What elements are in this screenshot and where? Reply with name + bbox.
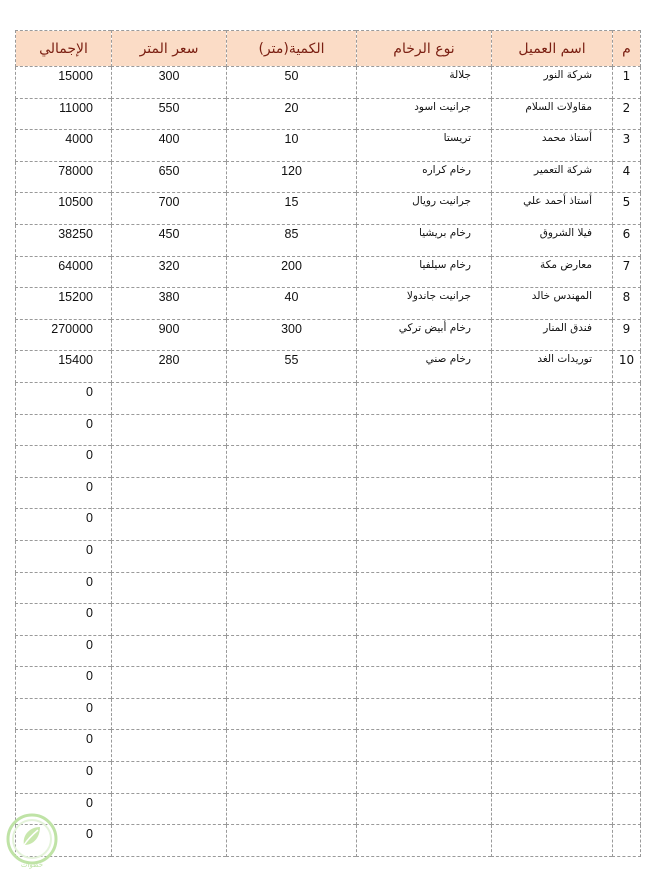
cell-total[interactable]: 10500 xyxy=(16,193,112,225)
cell-quantity[interactable] xyxy=(227,414,357,446)
cell-price[interactable]: 280 xyxy=(112,351,227,383)
table-row xyxy=(16,604,641,636)
cell-total[interactable]: 0 xyxy=(16,635,112,667)
cell-total[interactable]: 0 xyxy=(16,572,112,604)
cell-index[interactable] xyxy=(613,635,641,667)
cell-client-name[interactable] xyxy=(492,762,613,794)
cell-marble-type[interactable]: جرانيت رويال xyxy=(357,193,492,225)
cell-client-name[interactable] xyxy=(492,635,613,667)
cell-price[interactable] xyxy=(112,825,227,857)
table-row xyxy=(16,351,641,383)
cell-marble-type[interactable] xyxy=(357,572,492,604)
cell-total[interactable]: 0 xyxy=(16,604,112,636)
cell-index[interactable] xyxy=(613,825,641,857)
header-quantity[interactable]: الكمية(متر) xyxy=(227,31,357,67)
cell-client-name[interactable]: المهندس خالد xyxy=(492,288,613,320)
cell-marble-type[interactable]: جلالة xyxy=(357,67,492,99)
table-row xyxy=(16,762,641,794)
cell-total[interactable]: 38250 xyxy=(16,224,112,256)
cell-price[interactable] xyxy=(112,698,227,730)
cell-quantity[interactable] xyxy=(227,509,357,541)
cell-total[interactable]: 15200 xyxy=(16,288,112,320)
cell-total[interactable]: 11000 xyxy=(16,98,112,130)
cell-total[interactable]: 0 xyxy=(16,698,112,730)
cell-index[interactable] xyxy=(613,604,641,636)
table-row xyxy=(16,540,641,572)
cell-total[interactable]: 0 xyxy=(16,762,112,794)
cell-index[interactable]: 1 xyxy=(613,67,641,99)
cell-price[interactable] xyxy=(112,509,227,541)
cell-client-name[interactable] xyxy=(492,698,613,730)
cell-index[interactable] xyxy=(613,540,641,572)
cell-total[interactable]: 0 xyxy=(16,667,112,699)
table-row xyxy=(16,319,641,351)
cell-client-name[interactable] xyxy=(492,509,613,541)
cell-marble-type[interactable] xyxy=(357,509,492,541)
cell-quantity[interactable] xyxy=(227,793,357,825)
table-row xyxy=(16,793,641,825)
table-body xyxy=(16,67,641,857)
table-row xyxy=(16,825,641,857)
cell-quantity[interactable] xyxy=(227,477,357,509)
cell-price[interactable] xyxy=(112,762,227,794)
cell-price[interactable] xyxy=(112,446,227,478)
cell-client-name[interactable]: أستاذ محمد xyxy=(492,130,613,162)
cell-client-name[interactable] xyxy=(492,414,613,446)
cell-quantity[interactable] xyxy=(227,604,357,636)
cell-quantity[interactable]: 120 xyxy=(227,161,357,193)
cell-price[interactable]: 380 xyxy=(112,288,227,320)
cell-marble-type[interactable] xyxy=(357,477,492,509)
cell-total[interactable]: 0 xyxy=(16,793,112,825)
cell-index[interactable] xyxy=(613,730,641,762)
cell-price[interactable]: 650 xyxy=(112,161,227,193)
cell-marble-type[interactable] xyxy=(357,793,492,825)
cell-marble-type[interactable] xyxy=(357,667,492,699)
cell-marble-type[interactable] xyxy=(357,698,492,730)
table-row xyxy=(16,256,641,288)
cell-price[interactable] xyxy=(112,414,227,446)
cell-price[interactable]: 400 xyxy=(112,130,227,162)
table-row xyxy=(16,414,641,446)
header-client-name[interactable]: اسم العميل xyxy=(492,31,613,67)
cell-index[interactable] xyxy=(613,446,641,478)
header-price-per-meter[interactable]: سعر المتر xyxy=(112,31,227,67)
header-row xyxy=(16,31,641,67)
cell-client-name[interactable] xyxy=(492,730,613,762)
cell-total[interactable]: 0 xyxy=(16,540,112,572)
cell-quantity[interactable]: 40 xyxy=(227,288,357,320)
cell-price[interactable] xyxy=(112,635,227,667)
logo-caption: خطوات xyxy=(20,861,44,869)
cell-total[interactable]: 0 xyxy=(16,825,112,857)
table-row xyxy=(16,161,641,193)
cell-client-name[interactable]: مقاولات السلام xyxy=(492,98,613,130)
cell-quantity[interactable]: 20 xyxy=(227,98,357,130)
cell-client-name[interactable] xyxy=(492,825,613,857)
cell-price[interactable] xyxy=(112,793,227,825)
header-index[interactable]: م xyxy=(613,31,641,67)
cell-quantity[interactable] xyxy=(227,446,357,478)
cell-total[interactable]: 0 xyxy=(16,730,112,762)
cell-index[interactable] xyxy=(613,509,641,541)
cell-client-name[interactable] xyxy=(492,382,613,414)
cell-quantity[interactable] xyxy=(227,730,357,762)
cell-index[interactable]: 4 xyxy=(613,161,641,193)
cell-client-name[interactable]: معارض مكة xyxy=(492,256,613,288)
cell-marble-type[interactable]: رخام بريشيا xyxy=(357,224,492,256)
cell-marble-type[interactable] xyxy=(357,382,492,414)
table-row xyxy=(16,288,641,320)
cell-marble-type[interactable]: رخام صني xyxy=(357,351,492,383)
cell-price[interactable] xyxy=(112,540,227,572)
table-row xyxy=(16,698,641,730)
cell-quantity[interactable]: 300 xyxy=(227,319,357,351)
cell-marble-type[interactable] xyxy=(357,414,492,446)
table-row xyxy=(16,667,641,699)
cell-quantity[interactable]: 200 xyxy=(227,256,357,288)
cell-price[interactable]: 300 xyxy=(112,67,227,99)
cell-total[interactable]: 0 xyxy=(16,382,112,414)
cell-client-name[interactable]: أستاذ أحمد علي xyxy=(492,193,613,225)
cell-client-name[interactable] xyxy=(492,667,613,699)
table-row xyxy=(16,572,641,604)
table-row xyxy=(16,67,641,99)
table-row xyxy=(16,477,641,509)
cell-total[interactable]: 4000 xyxy=(16,130,112,162)
cell-total[interactable]: 64000 xyxy=(16,256,112,288)
cell-quantity[interactable]: 50 xyxy=(227,67,357,99)
cell-index[interactable]: 7 xyxy=(613,256,641,288)
cell-index[interactable] xyxy=(613,572,641,604)
cell-marble-type[interactable] xyxy=(357,540,492,572)
cell-client-name[interactable] xyxy=(492,604,613,636)
cell-marble-type[interactable]: جرانيت اسود xyxy=(357,98,492,130)
cell-total[interactable]: 270000 xyxy=(16,319,112,351)
cell-quantity[interactable] xyxy=(227,540,357,572)
cell-total[interactable]: 0 xyxy=(16,509,112,541)
cell-total[interactable]: 15000 xyxy=(16,67,112,99)
cell-total[interactable]: 15400 xyxy=(16,351,112,383)
cell-price[interactable]: 900 xyxy=(112,319,227,351)
cell-client-name[interactable]: شركة التعمير xyxy=(492,161,613,193)
cell-index[interactable]: 9 xyxy=(613,319,641,351)
cell-index[interactable]: 8 xyxy=(613,288,641,320)
cell-marble-type[interactable] xyxy=(357,604,492,636)
cell-client-name[interactable]: فندق المنار xyxy=(492,319,613,351)
watermark-logo xyxy=(2,811,62,871)
cell-quantity[interactable]: 55 xyxy=(227,351,357,383)
cell-index[interactable] xyxy=(613,762,641,794)
cell-quantity[interactable] xyxy=(227,762,357,794)
table-row xyxy=(16,193,641,225)
cell-quantity[interactable] xyxy=(227,382,357,414)
cell-index[interactable] xyxy=(613,667,641,699)
table-row xyxy=(16,130,641,162)
cell-index[interactable]: 3 xyxy=(613,130,641,162)
cell-price[interactable] xyxy=(112,572,227,604)
table-row xyxy=(16,635,641,667)
cell-price[interactable] xyxy=(112,477,227,509)
cell-client-name[interactable]: فيلا الشروق xyxy=(492,224,613,256)
cell-index[interactable] xyxy=(613,382,641,414)
table-row xyxy=(16,446,641,478)
cell-marble-type[interactable]: جرانيت جاندولا xyxy=(357,288,492,320)
cell-price[interactable]: 320 xyxy=(112,256,227,288)
header-total[interactable]: الإجمالي xyxy=(16,31,112,67)
cell-index[interactable] xyxy=(613,414,641,446)
cell-index[interactable] xyxy=(613,477,641,509)
cell-price[interactable] xyxy=(112,730,227,762)
table-row xyxy=(16,224,641,256)
cell-marble-type[interactable] xyxy=(357,446,492,478)
table-row xyxy=(16,509,641,541)
cell-marble-type[interactable]: رخام أبيض تركي xyxy=(357,319,492,351)
cell-quantity[interactable]: 85 xyxy=(227,224,357,256)
cell-quantity[interactable] xyxy=(227,698,357,730)
cell-quantity[interactable] xyxy=(227,635,357,667)
cell-client-name[interactable] xyxy=(492,477,613,509)
marble-sales-table xyxy=(15,30,641,857)
cell-quantity[interactable]: 15 xyxy=(227,193,357,225)
cell-quantity[interactable] xyxy=(227,667,357,699)
cell-marble-type[interactable] xyxy=(357,825,492,857)
cell-price[interactable] xyxy=(112,604,227,636)
cell-price[interactable]: 550 xyxy=(112,98,227,130)
cell-client-name[interactable] xyxy=(492,793,613,825)
cell-index[interactable] xyxy=(613,698,641,730)
table-row xyxy=(16,730,641,762)
cell-quantity[interactable] xyxy=(227,572,357,604)
cell-price[interactable]: 450 xyxy=(112,224,227,256)
cell-marble-type[interactable]: رخام سيلفيا xyxy=(357,256,492,288)
table-row xyxy=(16,98,641,130)
cell-index[interactable]: 5 xyxy=(613,193,641,225)
cell-client-name[interactable]: شركة النور xyxy=(492,67,613,99)
cell-marble-type[interactable] xyxy=(357,635,492,667)
cell-client-name[interactable] xyxy=(492,540,613,572)
cell-total[interactable]: 0 xyxy=(16,414,112,446)
cell-quantity[interactable]: 10 xyxy=(227,130,357,162)
cell-total[interactable]: 0 xyxy=(16,446,112,478)
cell-marble-type[interactable] xyxy=(357,730,492,762)
cell-price[interactable]: 700 xyxy=(112,193,227,225)
cell-marble-type[interactable] xyxy=(357,762,492,794)
cell-quantity[interactable] xyxy=(227,825,357,857)
cell-price[interactable] xyxy=(112,382,227,414)
cell-client-name[interactable] xyxy=(492,572,613,604)
cell-index[interactable]: 6 xyxy=(613,224,641,256)
cell-total[interactable]: 0 xyxy=(16,477,112,509)
leaf-icon xyxy=(2,811,62,871)
cell-marble-type[interactable]: رخام كراره xyxy=(357,161,492,193)
cell-index[interactable]: 10 xyxy=(613,351,641,383)
cell-client-name[interactable] xyxy=(492,446,613,478)
cell-price[interactable] xyxy=(112,667,227,699)
cell-marble-type[interactable]: تريستا xyxy=(357,130,492,162)
cell-client-name[interactable]: توريدات الغد xyxy=(492,351,613,383)
table-row xyxy=(16,382,641,414)
cell-index[interactable]: 2 xyxy=(613,98,641,130)
cell-index[interactable] xyxy=(613,793,641,825)
cell-total[interactable]: 78000 xyxy=(16,161,112,193)
header-marble-type[interactable]: نوع الرخام xyxy=(357,31,492,67)
